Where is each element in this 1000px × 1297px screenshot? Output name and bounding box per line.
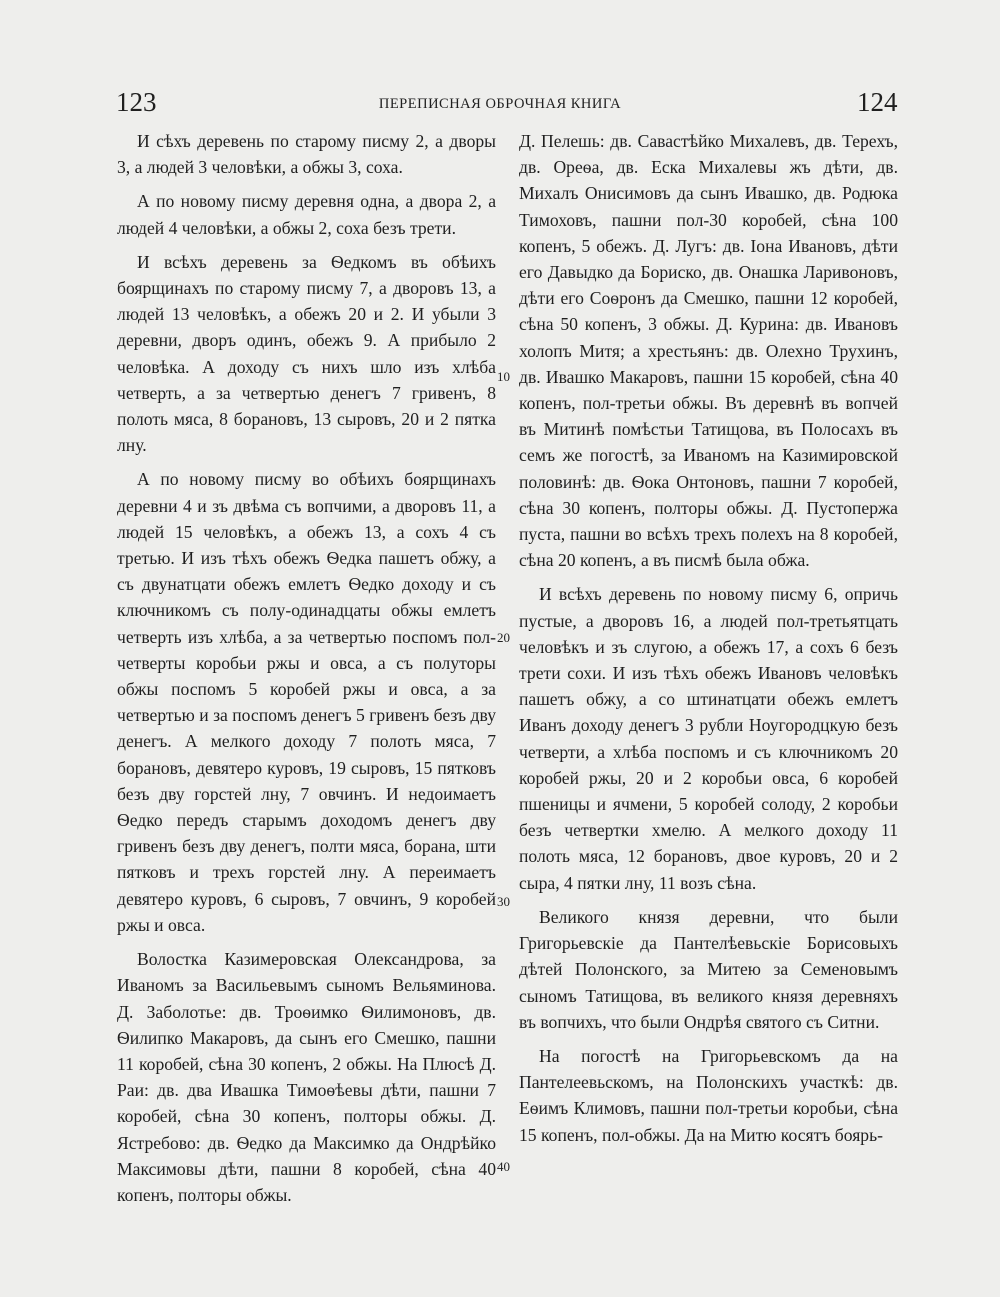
line-number: 40 bbox=[497, 1159, 510, 1174]
line-number: 20 bbox=[497, 630, 510, 645]
line-number: 10 bbox=[497, 369, 510, 384]
running-title: ПЕРЕПИСНАЯ ОБРОЧНАЯ КНИГА bbox=[378, 96, 622, 112]
paragraph: Д. Пелешь: дв. Савастѣйко Михалевъ, дв. Терехъ, дв. Ореѳа, дв. Еска Михалевы жъ дѣти, дв. Михалъ Онисимовъ да сынъ Ивашко, дв. Родюка Тимоховъ, пашни пол-30 коробей, сѣна 100 копенъ, 5 обежъ. Д. Лугъ: дв. Іона Ивановъ, дѣти его Давыдко да Бориско, дв. Онашка Ларивоновъ, дѣти его Соѳронъ да Смешко, пашни 12 коробей, сѣна 50 копенъ, 3 обжы. Д. Курина: дв. Ивановъ холопъ Митя; а хрестьянъ: дв. Олехно Трухинъ, дв. Ивашко Макаровъ, пашни 15 коробей, сѣна 40 копенъ, пол-третьи обжы. Въ деревнѣ въ вопчей въ Митинѣ помѣстьи Татищова, въ Полосахъ въ семъ же погостѣ, за Иваномъ на Казимировской половинѣ: дв. Ѳока Онтоновъ, пашни 7 коробей, сѣна 30 копенъ, полторы обжы. Д. Пустопержа пуста, пашни во всѣхъ трехъ полехъ на 8 коробей, сѣна 20 копенъ, а въ писмѣ была обжа. bbox=[519, 131, 898, 571]
paragraph: Волостка Казимеровская Олександрова, за Иваномъ за Васильевымъ сыномъ Вельяминова. Д. Заболотье: дв. Троѳимко Ѳилимоновъ, дв. Ѳилипко Макаровъ, да сынъ его Смешко, пашни 11 коробей, сѣна 30 копенъ, 2 обжы. На Плюсѣ Д. Раи: дв. два Ивашка Тимоѳѣевы дѣти, пашни 7 коробей, сѣна 30 копенъ, полторы обжы. Д. Ястребово: дв. Ѳедко да Максимко да Ондрѣйко Максимовы дѣти, пашни 8 коробей, сѣна 40 копенъ, полторы обжы. bbox=[117, 949, 496, 1205]
paragraph: И сѣхъ деревень по старому писму 2, а дворы 3, а людей 3 человѣки, а обжы 3, соха. bbox=[117, 131, 496, 178]
paragraph: Великого князя деревни, что были Григорьевскіе да Пантелѣевьскіе Борисовыхъ дѣтей Полонского, за Митею за Семеновымъ сыномъ Татищова, въ великого князя деревняхъ въ вопчихъ, что были Ондрѣя святого съ Ситни. bbox=[519, 906, 898, 1032]
paragraph: На погостѣ на Григорьевскомъ да на Пантелеевьскомъ, на Полонскихъ участкѣ: дв. Еѳимъ Климовъ, пашни пол-третьи коробьи, сѣна 15 копенъ, пол-обжы. Да на Митю косятъ боярь- bbox=[519, 1045, 898, 1145]
left-text-column bbox=[117, 128, 496, 1208]
left-page-number: 123 bbox=[116, 87, 157, 117]
paragraph: А по новому писму во обѣихъ боярщинахъ деревни 4 и зъ двѣма съ вопчими, а дворовъ 11, а людей 15 человѣкъ, а обежъ 13, а сохъ 4 съ третью. И изъ тѣхъ обежъ Ѳедка пашетъ обжу, а съ двунатцати обежъ емлетъ Ѳедко доходу и съ ключникомъ съ полу-одинадцаты обжы емлетъ четверть изъ хлѣба, а за четвертью поспомъ пол-четверты коробьи ржы и овса, а съ полуторы обжы поспомъ 5 коробей ржы и овса, а за четвертью и за поспомъ денегъ 5 гривенъ безъ дву денегъ. А мелкого доходу 7 полоть мяса, 7 борановъ, девятеро куровъ, 19 сыровъ, 15 пятковъ безъ дву горстей лну, 7 овчинъ. И недоимаетъ Ѳедко передъ старымъ доходомъ денегъ дву гривенъ безъ дву денегъ, полти мяса, борана, шти пятковъ и трехъ горстей лну. А переимаетъ девятеро куровъ, 6 сыровъ, 7 овчинъ, 9 коробей ржы и овса. bbox=[117, 469, 496, 935]
paragraph: И всѣхъ деревень за Ѳедкомъ въ обѣихъ боярщинахъ по старому писму 7, а дворовъ 13, а людей 13 человѣкъ, а обежъ 20 и 2. И убыли 3 деревни, дворъ одинъ, обежъ 9. А прибыло 2 человѣка. А доходу съ нихъ шло изъ хлѣба четверть, а за четвертью денегъ 7 гривенъ, 8 полоть мяса, 8 борановъ, 13 сыровъ, 20 и 2 пятка лну. bbox=[117, 251, 496, 456]
paragraph: И всѣхъ деревень по новому писму 6, опричь пустые, а дворовъ 16, а людей пол-третьятцать человѣкъ и зъ слугою, а обежъ 17, а сохъ 6 безъ трети сохи. И изъ тѣхъ обежъ Ивановъ человѣкъ пашетъ обжу, а со штинатцати обежъ емлетъ Иванъ доходу денегъ 3 рубли Ноугородцкую безъ четверти, а хлѣба поспомъ и съ ключникомъ 20 коробей ржы, 20 и 2 коробьи овса, 6 коробей пшеницы и ячмени, 5 коробей солоду, 2 коробьи безъ четвертки хмелю. А мелкого доходу 11 полоть мяса, 12 борановъ, двое куровъ, 20 и 2 сыра, 4 пятки лну, 11 возъ сѣна. bbox=[519, 584, 898, 893]
right-page-number: 124 bbox=[857, 87, 898, 117]
right-text-column bbox=[519, 128, 898, 1148]
paragraph: А по новому писму деревня одна, а двора 2, а людей 4 человѣки, а обжы 2, соха безъ трети. bbox=[117, 191, 496, 238]
line-number: 30 bbox=[497, 894, 510, 909]
